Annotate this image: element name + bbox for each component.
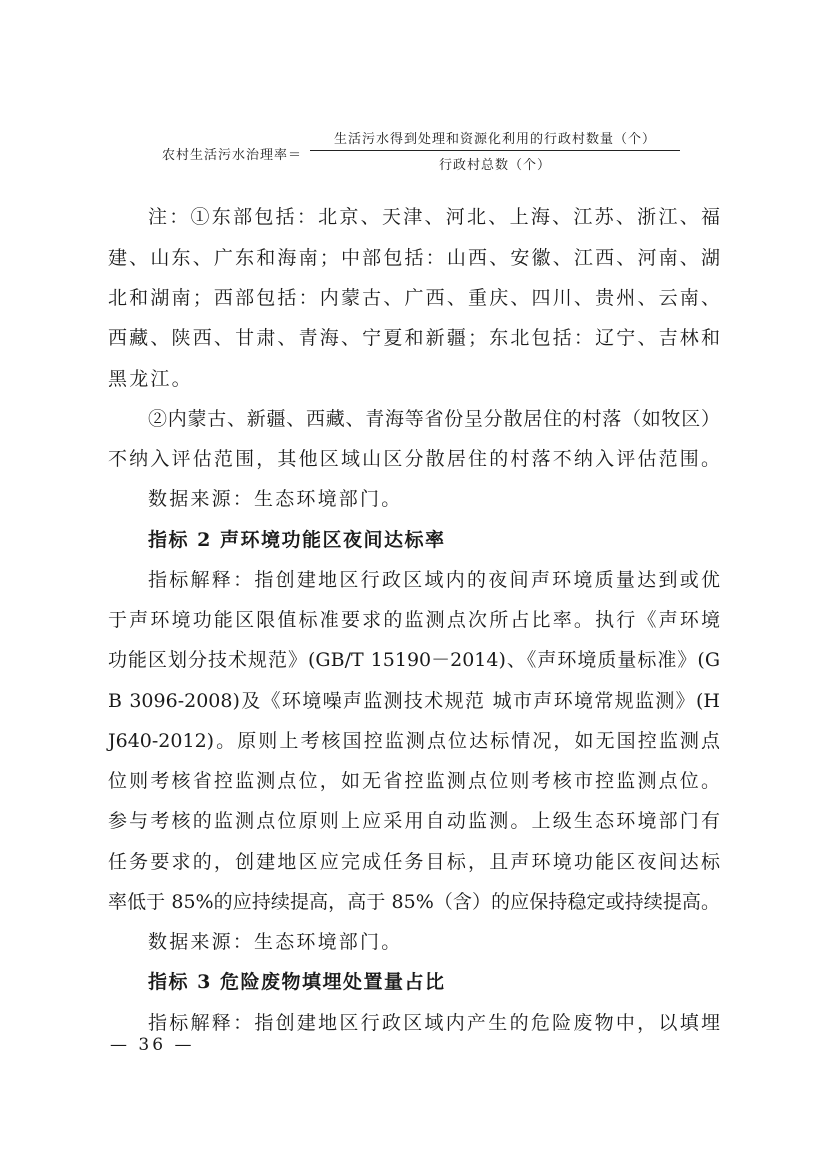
note-line: 注：①东部包括：北京、天津、河北、上海、江苏、浙江、福 [148,206,720,228]
paragraph-line: 任务要求的，创建地区应完成任务目标，且声环境功能区夜间达标 [108,851,720,873]
note-line: 北和湖南；西部包括：内蒙古、广西、重庆、四川、贵州、云南、 [108,287,720,309]
note-line: 黑龙江。 [108,368,193,390]
note-line: 西藏、陕西、甘肃、青海、宁夏和新疆；东北包括：辽宁、吉林和 [108,327,720,349]
paragraph-line: 指标解释：指创建地区行政区域内产生的危险废物中，以填埋 [148,1012,720,1034]
formula-numerator: 生活污水得到处理和资源化利用的行政村数量（个） [333,132,656,147]
page-number: — 36 — [110,1035,195,1055]
note-line: ②内蒙古、新疆、西藏、青海等省份呈分散居住的村落（如牧区） [148,408,720,430]
paragraph-line: J640-2012)。原则上考核国控监测点位达标情况，如无国控监测点 [108,730,720,752]
paragraph-line: 于声环境功能区限值标准要求的监测点次所占比率。执行《声环境 [108,609,720,631]
formula-denominator: 行政村总数（个） [438,158,551,173]
formula-lhs: 农村生活污水治理率＝ [162,148,303,163]
paragraph-line: 参与考核的监测点位原则上应采用自动监测。上级生态环境部门有 [108,810,720,832]
data-source: 数据来源：生态环境部门。 [148,488,403,510]
indicator-heading: 指标 3 危险废物填埋处置量占比 [148,971,446,993]
paragraph-line: B 3096-2008)及《环境噪声监测技术规范 城市声环境常规监测》(H [108,690,720,712]
formula-fraction [310,128,680,173]
note-line: 不纳入评估范围，其他区域山区分散居住的村落不纳入评估范围。 [108,448,720,470]
paragraph-line: 功能区划分技术规范》(GB/T 15190－2014)、《声环境质量标准》(G [108,649,720,671]
data-source: 数据来源：生态环境部门。 [148,931,403,953]
paragraph-line: 率低于 85%的应持续提高，高于 85%（含）的应保持稳定或持续提高。 [108,891,720,913]
note-line: 建、山东、广东和海南；中部包括：山西、安徽、江西、河南、湖 [108,247,720,269]
indicator-heading: 指标 2 声环境功能区夜间达标率 [148,529,446,551]
paragraph-line: 位则考核省控监测点位，如无省控监测点位则考核市控监测点位。 [108,770,720,792]
paragraph-line: 指标解释：指创建地区行政区域内的夜间声环境质量达到或优 [148,569,720,591]
formula [162,128,682,180]
